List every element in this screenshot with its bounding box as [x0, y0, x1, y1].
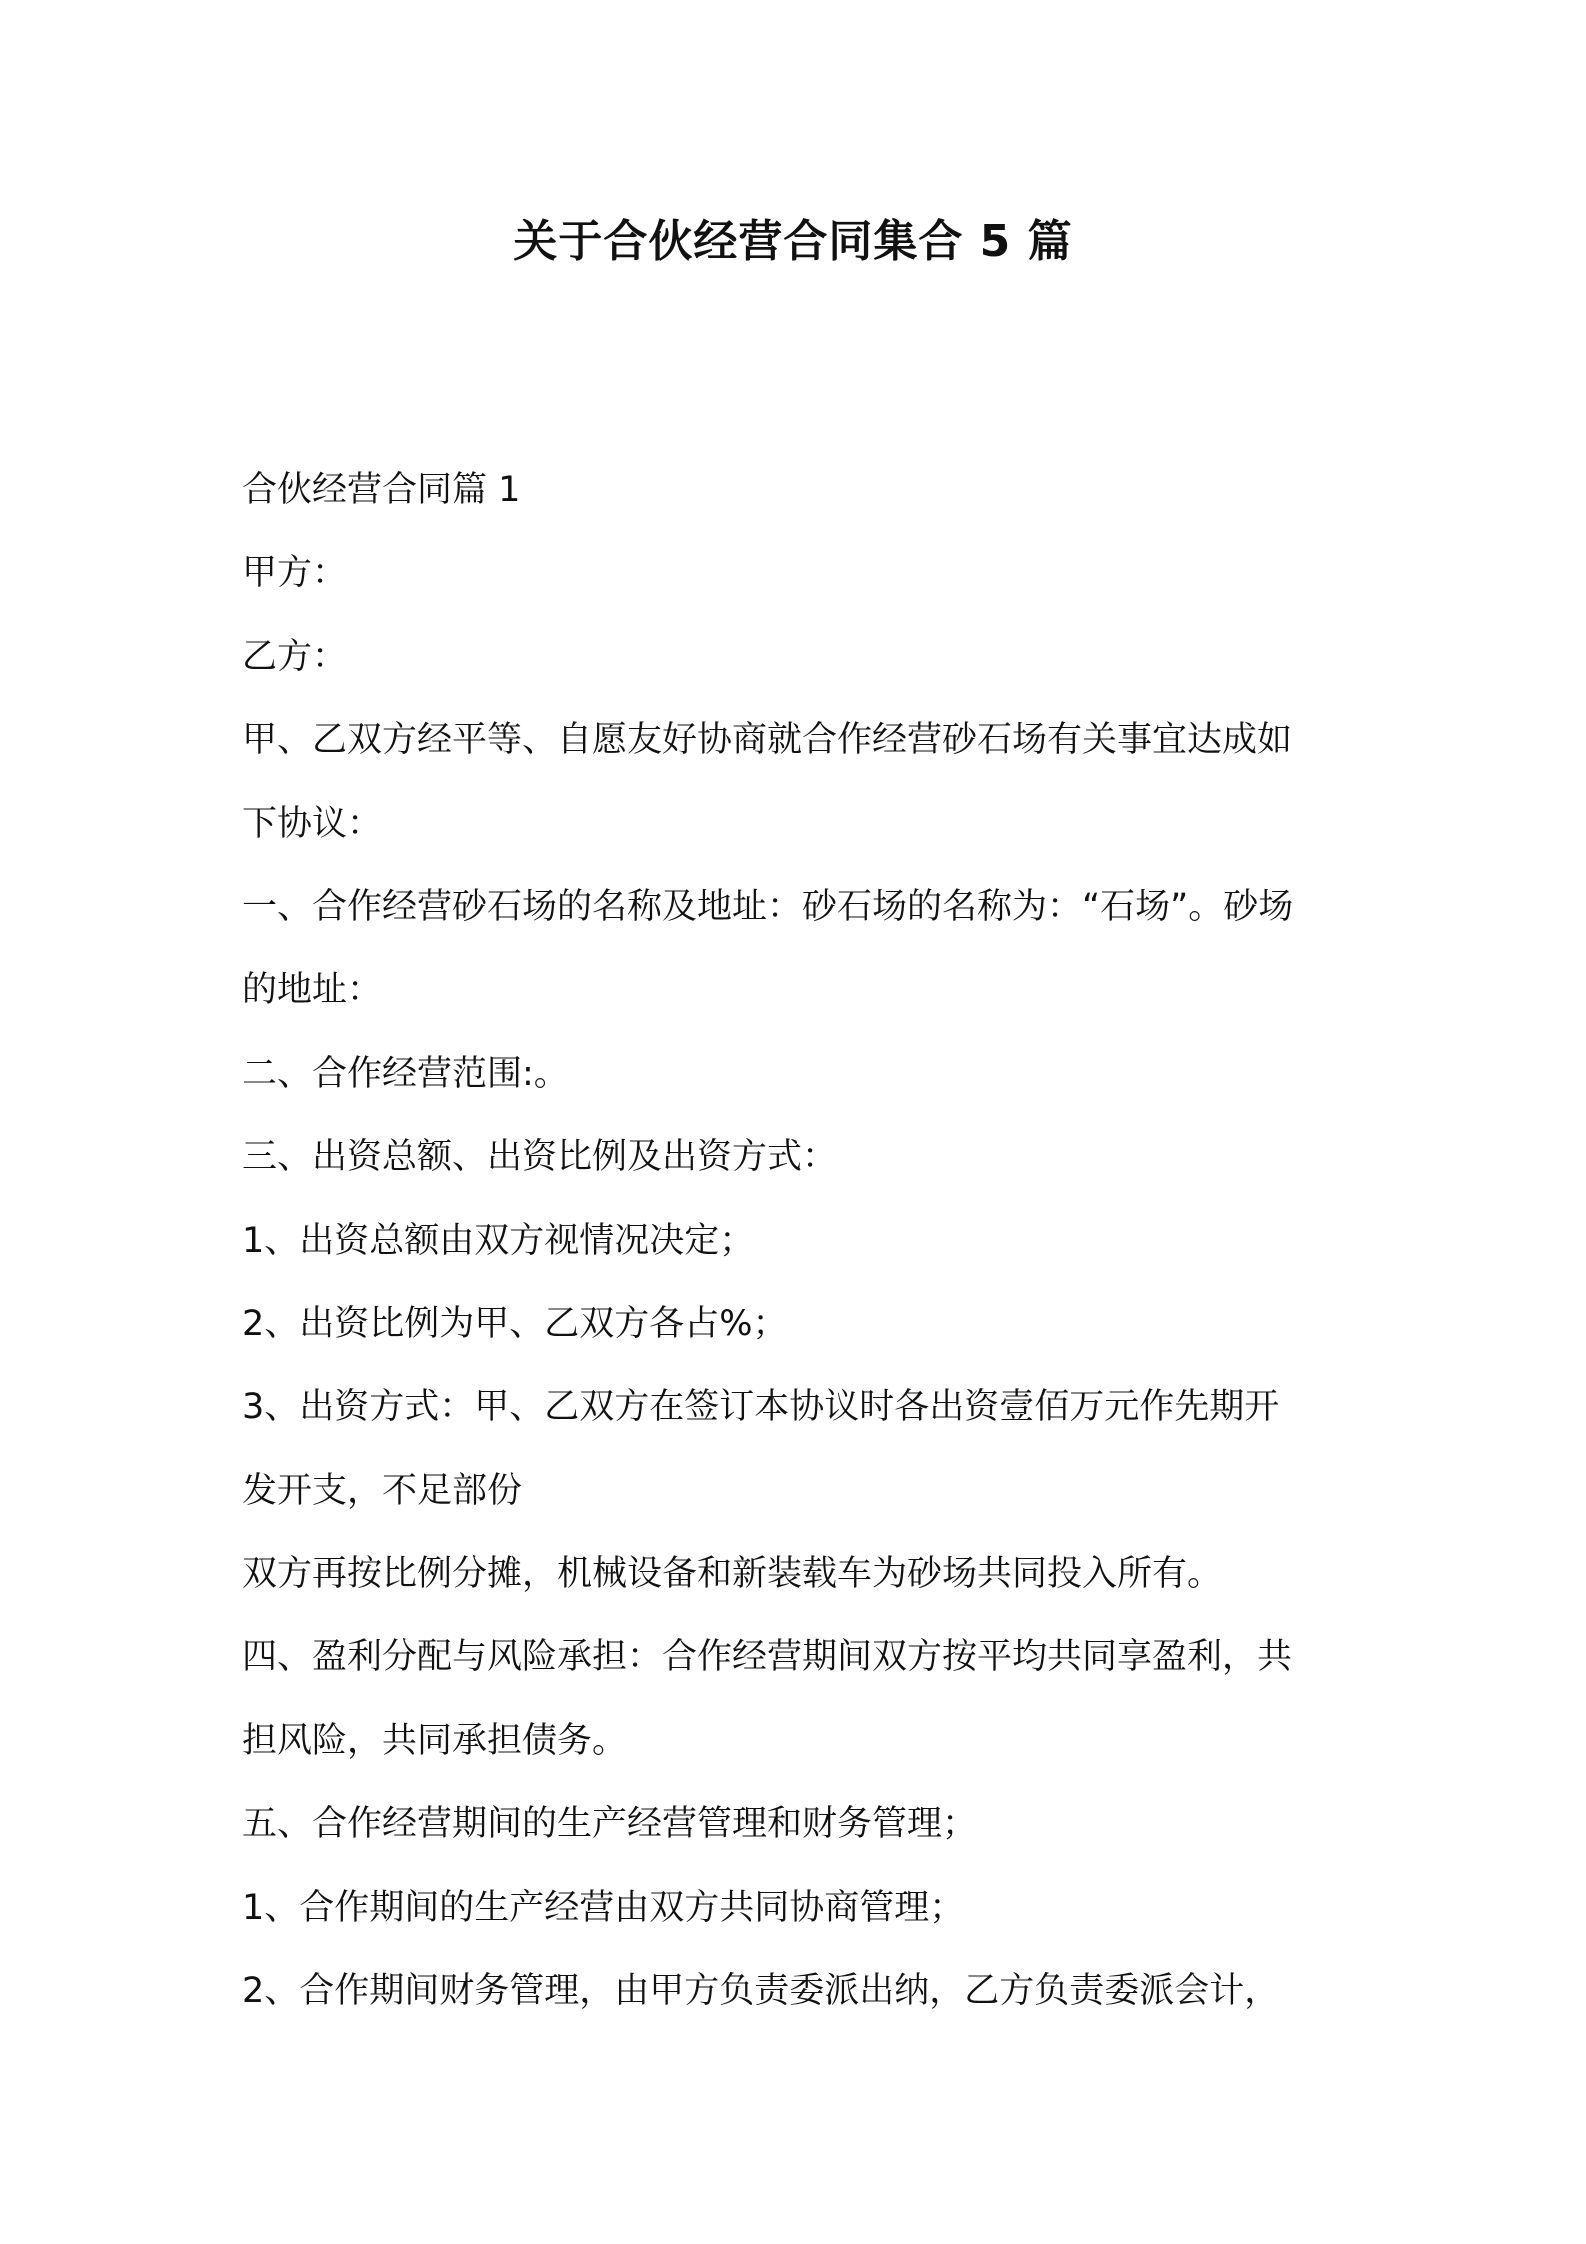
clause-3-item-1: 1、出资总额由双方视情况决定；	[242, 1220, 755, 1261]
clause-1-line: 一、合作经营砂石场的名称及地址：砂石场的名称为：“石场”。砂场	[242, 886, 1294, 927]
clause-4-line: 四、盈利分配与风险承担：合作经营期间双方按平均共同享盈利，共	[242, 1637, 1293, 1678]
clause-5-item-2: 2、合作期间财务管理，由甲方负责委派出纳，乙方负责委派会计，	[242, 1971, 1280, 2012]
party-a-line: 甲方：	[242, 553, 348, 594]
section-heading-contract-1: 合伙经营合同篇 1	[242, 470, 521, 510]
clause-3-line: 三、出资总额、出资比例及出资方式：	[242, 1137, 838, 1178]
clause-5-line: 五、合作经营期间的生产经营管理和财务管理；	[242, 1804, 978, 1845]
clause-3-item-3: 发开支，不足部份	[242, 1470, 523, 1511]
document-title: 关于合伙经营合同集合 5 篇	[513, 216, 1073, 267]
body-text-line: 下协议：	[242, 803, 383, 844]
clause-5-item-1: 1、合作期间的生产经营由双方共同协商管理；	[242, 1887, 965, 1928]
clause-1-line: 的地址：	[242, 970, 383, 1011]
body-text-line: 甲、乙双方经平等、自愿友好协商就合作经营砂石场有关事宜达成如	[242, 720, 1293, 761]
document-body	[242, 449, 1362, 2033]
clause-3-item-3: 3、出资方式：甲、乙双方在签订本协议时各出资壹佰万元作先期开	[242, 1387, 1280, 1428]
clause-3-item-2: 2、出资比例为甲、乙双方各占%；	[242, 1303, 788, 1344]
clause-4-line: 担风险，共同承担债务。	[242, 1720, 628, 1761]
clause-2-line: 二、合作经营范围:。	[242, 1053, 569, 1094]
party-b-line: 乙方：	[242, 636, 348, 677]
clause-3-item-3: 双方再按比例分摊，机械设备和新装载车为砂场共同投入所有。	[242, 1554, 1223, 1595]
